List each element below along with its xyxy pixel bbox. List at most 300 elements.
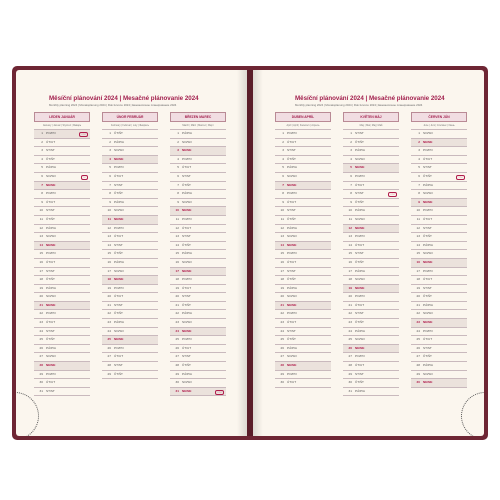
- day-number: 26: [107, 345, 111, 350]
- day-row[interactable]: [170, 164, 226, 173]
- day-row[interactable]: [170, 379, 226, 388]
- day-row[interactable]: [170, 207, 226, 216]
- day-row[interactable]: [275, 250, 331, 259]
- day-row[interactable]: [343, 173, 399, 182]
- day-row[interactable]: [275, 371, 331, 380]
- day-row[interactable]: [102, 233, 158, 242]
- weekday-label: PO/PO: [423, 268, 433, 273]
- day-row[interactable]: [102, 225, 158, 234]
- day-row[interactable]: [102, 310, 158, 319]
- day-row[interactable]: [343, 388, 399, 397]
- day-row[interactable]: [275, 173, 331, 182]
- day-row[interactable]: [170, 233, 226, 242]
- day-row[interactable]: [34, 362, 90, 371]
- weekday-label: PO/PO: [46, 131, 56, 135]
- day-row[interactable]: [275, 259, 331, 268]
- weekday-label: ČT/ŠT: [355, 380, 364, 385]
- day-number: 18: [107, 277, 111, 282]
- day-row[interactable]: [170, 276, 226, 285]
- day-row[interactable]: [102, 371, 158, 380]
- day-row[interactable]: [343, 362, 399, 371]
- day-row[interactable]: [411, 250, 467, 259]
- day-row[interactable]: [34, 139, 90, 148]
- day-row[interactable]: [102, 259, 158, 268]
- day-row[interactable]: [34, 310, 90, 319]
- day-row[interactable]: [170, 268, 226, 277]
- day-row[interactable]: [275, 190, 331, 199]
- day-row[interactable]: [34, 147, 90, 156]
- day-row[interactable]: [102, 336, 158, 345]
- day-row[interactable]: [170, 199, 226, 208]
- day-number: 11: [39, 216, 43, 221]
- day-row[interactable]: [343, 139, 399, 148]
- month-names-translations: February | Februar | Luty | Февраль: [110, 124, 150, 127]
- day-row[interactable]: [275, 147, 331, 156]
- day-row[interactable]: [343, 250, 399, 259]
- day-row[interactable]: [343, 216, 399, 225]
- weekday-label: PÁ/PIA: [355, 208, 365, 213]
- day-row[interactable]: [411, 319, 467, 328]
- day-row[interactable]: [411, 345, 467, 354]
- day-row[interactable]: [34, 371, 90, 380]
- day-row[interactable]: [170, 130, 226, 139]
- day-row[interactable]: [343, 345, 399, 354]
- weekday-label: PO/PO: [355, 294, 365, 299]
- day-row[interactable]: [411, 293, 467, 302]
- day-number: 3: [350, 148, 352, 153]
- day-row[interactable]: [170, 353, 226, 362]
- weekday-label: PÁ/PIA: [355, 328, 365, 333]
- day-row[interactable]: [102, 173, 158, 182]
- day-row[interactable]: [170, 293, 226, 302]
- day-number: 26: [175, 345, 179, 350]
- day-row[interactable]: [411, 139, 467, 148]
- day-number: 11: [280, 216, 284, 221]
- day-row[interactable]: [34, 319, 90, 328]
- day-number: 24: [348, 328, 352, 333]
- right-page: [253, 70, 484, 436]
- weekday-label: ST/ST: [46, 328, 55, 333]
- day-row[interactable]: [275, 319, 331, 328]
- day-number: 24: [107, 328, 111, 333]
- weekday-label: ST/ST: [46, 388, 55, 393]
- day-row[interactable]: [170, 139, 226, 148]
- weekday-label: SO/SO: [355, 277, 365, 282]
- day-row[interactable]: [170, 345, 226, 354]
- weekday-label: ÚT/UT: [114, 294, 124, 299]
- day-row[interactable]: [34, 156, 90, 165]
- month-column-may: [343, 112, 399, 396]
- day-row[interactable]: [34, 302, 90, 311]
- day-number: 12: [107, 225, 111, 230]
- day-row[interactable]: [170, 362, 226, 371]
- day-row[interactable]: [34, 336, 90, 345]
- weekday-label: ST/ST: [182, 294, 191, 299]
- day-row[interactable]: [102, 199, 158, 208]
- day-row[interactable]: [411, 173, 467, 182]
- day-row[interactable]: [275, 379, 331, 388]
- day-row[interactable]: [411, 164, 467, 173]
- day-row[interactable]: [170, 182, 226, 191]
- day-row[interactable]: [34, 388, 90, 397]
- day-row[interactable]: [102, 250, 158, 259]
- day-row[interactable]: [170, 302, 226, 311]
- day-row[interactable]: [102, 353, 158, 362]
- day-row[interactable]: [170, 250, 226, 259]
- day-row[interactable]: [275, 139, 331, 148]
- weekday-label: ST/ST: [287, 268, 296, 273]
- day-row[interactable]: [411, 182, 467, 191]
- weekday-label: ČT/ŠT: [355, 139, 364, 144]
- day-row[interactable]: [170, 216, 226, 225]
- weekday-label: PÁ/PIA: [114, 199, 124, 204]
- weekday-label: ČT/ŠT: [182, 363, 191, 368]
- day-row[interactable]: [102, 207, 158, 216]
- day-row[interactable]: [275, 328, 331, 337]
- day-row[interactable]: [275, 302, 331, 311]
- day-row[interactable]: [343, 207, 399, 216]
- day-row[interactable]: [343, 379, 399, 388]
- day-number: 16: [175, 259, 179, 264]
- day-row[interactable]: [275, 199, 331, 208]
- day-row[interactable]: [343, 225, 399, 234]
- day-row[interactable]: [102, 130, 158, 139]
- day-row[interactable]: [34, 293, 90, 302]
- day-number: 7: [350, 182, 352, 187]
- day-row[interactable]: [34, 216, 90, 225]
- day-row[interactable]: [170, 147, 226, 156]
- weekday-label: ÚT/UT: [423, 216, 433, 221]
- day-row[interactable]: [343, 182, 399, 191]
- day-row[interactable]: [411, 156, 467, 165]
- day-number: 8: [350, 191, 352, 196]
- day-row[interactable]: [275, 182, 331, 191]
- day-row[interactable]: [343, 319, 399, 328]
- day-row[interactable]: [102, 362, 158, 371]
- day-row[interactable]: [411, 371, 467, 380]
- day-row[interactable]: [411, 242, 467, 251]
- day-row[interactable]: [343, 285, 399, 294]
- weekday-label: ÚT/UT: [114, 234, 124, 239]
- day-row[interactable]: [34, 242, 90, 251]
- day-row[interactable]: [411, 199, 467, 208]
- day-row[interactable]: [411, 336, 467, 345]
- day-row[interactable]: [343, 259, 399, 268]
- weekday-label: PO/PO: [114, 225, 124, 230]
- day-row[interactable]: [343, 233, 399, 242]
- left-page: [16, 70, 247, 436]
- day-row[interactable]: [102, 139, 158, 148]
- weekday-label: ČT/ŠT: [355, 259, 364, 264]
- weekday-label: ST/ST: [182, 173, 191, 178]
- day-number: 10: [39, 208, 43, 213]
- day-row[interactable]: [411, 130, 467, 139]
- day-number: 2: [109, 139, 111, 144]
- weekday-label: ÚT/UT: [46, 380, 56, 385]
- day-row[interactable]: [411, 302, 467, 311]
- day-row[interactable]: [343, 353, 399, 362]
- day-row[interactable]: [170, 336, 226, 345]
- weekday-label: ST/ST: [355, 371, 364, 376]
- day-row[interactable]: [411, 353, 467, 362]
- day-row[interactable]: [170, 319, 226, 328]
- day-number: 28: [175, 363, 179, 368]
- day-row[interactable]: [343, 190, 399, 199]
- day-row[interactable]: [34, 285, 90, 294]
- day-row[interactable]: [275, 276, 331, 285]
- day-row[interactable]: [34, 276, 90, 285]
- weekday-label: PO/PO: [46, 251, 56, 256]
- day-row[interactable]: [170, 371, 226, 380]
- day-number: 31: [175, 388, 179, 393]
- weekday-label: PÁ/PIA: [114, 259, 124, 264]
- day-row[interactable]: [102, 293, 158, 302]
- day-number: 27: [280, 354, 284, 359]
- day-row[interactable]: [170, 388, 226, 397]
- day-row[interactable]: [34, 250, 90, 259]
- day-row[interactable]: [275, 268, 331, 277]
- weekday-label: PÁ/PIA: [182, 191, 192, 196]
- day-number: 19: [175, 285, 179, 290]
- day-row[interactable]: [170, 259, 226, 268]
- day-row[interactable]: [411, 259, 467, 268]
- weekday-label: PO/PO: [114, 345, 124, 350]
- weekday-label: PÁ/PIA: [182, 311, 192, 316]
- day-row[interactable]: [275, 285, 331, 294]
- day-number: 5: [109, 165, 111, 170]
- day-row[interactable]: [343, 268, 399, 277]
- day-row[interactable]: [275, 310, 331, 319]
- day-row[interactable]: [102, 216, 158, 225]
- day-row[interactable]: [275, 216, 331, 225]
- month-header: BŘEZEN MAREC: [170, 112, 226, 122]
- day-row[interactable]: [343, 242, 399, 251]
- day-row[interactable]: [34, 173, 90, 182]
- month-header: KVĚTEN MÁJ: [343, 112, 399, 122]
- weekday-label: NE/NE: [46, 182, 56, 187]
- day-row[interactable]: [102, 190, 158, 199]
- day-row[interactable]: [275, 345, 331, 354]
- day-row[interactable]: [170, 328, 226, 337]
- weekday-label: NE/NE: [423, 320, 433, 325]
- day-number: 4: [350, 156, 352, 161]
- day-row[interactable]: [34, 130, 90, 139]
- day-number: 8: [177, 191, 179, 196]
- weekday-label: SO/SO: [355, 337, 365, 342]
- day-row[interactable]: [34, 233, 90, 242]
- weekday-label: ČT/ŠT: [287, 216, 296, 221]
- day-number: 9: [282, 199, 284, 204]
- weekday-label: ČT/ŠT: [114, 191, 123, 196]
- weekday-label: SO/SO: [423, 191, 433, 196]
- day-number: 22: [175, 311, 179, 316]
- weekday-label: NE/NE: [355, 165, 365, 170]
- day-number: 23: [280, 320, 284, 325]
- day-row[interactable]: [343, 328, 399, 337]
- day-row[interactable]: [34, 259, 90, 268]
- day-row[interactable]: [102, 242, 158, 251]
- day-number: 3: [418, 148, 420, 153]
- day-number: 17: [39, 268, 43, 273]
- day-number: 13: [348, 234, 352, 239]
- month-column-february: [102, 112, 158, 379]
- weekday-label: PÁ/PIA: [287, 285, 297, 290]
- day-row[interactable]: [34, 379, 90, 388]
- day-row[interactable]: [170, 190, 226, 199]
- day-row[interactable]: [34, 328, 90, 337]
- day-number: 8: [41, 191, 43, 196]
- weekday-label: ÚT/UT: [287, 199, 297, 204]
- day-row[interactable]: [343, 199, 399, 208]
- weekday-label: ÚT/UT: [182, 345, 192, 350]
- weekday-label: NE/NE: [287, 242, 297, 247]
- weekday-label: PÁ/PIA: [114, 320, 124, 325]
- day-row[interactable]: [275, 362, 331, 371]
- weekday-label: SO/SO: [182, 380, 192, 385]
- day-row[interactable]: [343, 293, 399, 302]
- moon-phase-icon: ○○○: [217, 390, 222, 394]
- day-row[interactable]: [411, 147, 467, 156]
- day-row[interactable]: [34, 199, 90, 208]
- day-number: 27: [107, 354, 111, 359]
- day-row[interactable]: [102, 285, 158, 294]
- day-number: 30: [348, 380, 352, 385]
- weekday-label: ST/ST: [355, 251, 364, 256]
- day-row[interactable]: [411, 285, 467, 294]
- day-row[interactable]: [275, 130, 331, 139]
- day-row[interactable]: [102, 164, 158, 173]
- day-row[interactable]: [411, 379, 467, 388]
- day-row[interactable]: [170, 310, 226, 319]
- day-number: 22: [39, 311, 43, 316]
- weekday-label: ST/ST: [423, 345, 432, 350]
- day-number: 6: [41, 173, 43, 178]
- page-subtitle: Monthly planning 2024 | Monatsplanung 2024 | Rok fervonu 2024 | Ежемесячное планирование 2024: [49, 103, 177, 107]
- day-row[interactable]: [275, 207, 331, 216]
- day-row[interactable]: [102, 328, 158, 337]
- day-row[interactable]: [411, 207, 467, 216]
- month-header: ÚNOR FEBRUÁR: [102, 112, 158, 122]
- day-number: 9: [177, 199, 179, 204]
- day-row[interactable]: [102, 276, 158, 285]
- day-row[interactable]: [275, 225, 331, 234]
- weekday-label: ST/ST: [423, 165, 432, 170]
- weekday-label: SO/SO: [355, 216, 365, 221]
- day-row[interactable]: [102, 345, 158, 354]
- day-number: 20: [39, 294, 43, 299]
- day-row[interactable]: [102, 182, 158, 191]
- day-row[interactable]: [411, 216, 467, 225]
- day-number: 2: [282, 139, 284, 144]
- day-row[interactable]: [411, 233, 467, 242]
- day-row[interactable]: [411, 310, 467, 319]
- month-names-translations: January | Januar | Styczeń | Январь: [42, 124, 82, 127]
- weekday-label: PÁ/PIA: [355, 268, 365, 273]
- day-number: 14: [39, 242, 43, 247]
- day-row[interactable]: [343, 156, 399, 165]
- weekday-label: PO/PO: [423, 148, 433, 153]
- day-row[interactable]: [170, 173, 226, 182]
- weekday-label: SO/SO: [423, 371, 433, 376]
- day-row[interactable]: [170, 242, 226, 251]
- day-row[interactable]: [411, 328, 467, 337]
- day-row[interactable]: [102, 302, 158, 311]
- day-row[interactable]: [34, 190, 90, 199]
- day-number: 29: [348, 371, 352, 376]
- weekday-label: ČT/ŠT: [423, 173, 432, 178]
- day-row[interactable]: [275, 233, 331, 242]
- day-row[interactable]: [34, 164, 90, 173]
- day-row[interactable]: [411, 268, 467, 277]
- day-row[interactable]: [34, 268, 90, 277]
- weekday-label: ST/ST: [114, 363, 123, 368]
- weekday-label: ČT/ŠT: [114, 251, 123, 256]
- day-row[interactable]: [102, 268, 158, 277]
- weekday-label: ST/ST: [114, 182, 123, 187]
- day-row[interactable]: [275, 164, 331, 173]
- weekday-label: PÁ/PIA: [46, 285, 56, 290]
- day-number: 7: [109, 182, 111, 187]
- day-row[interactable]: [343, 336, 399, 345]
- day-row[interactable]: [343, 130, 399, 139]
- day-row[interactable]: [343, 371, 399, 380]
- day-number: 4: [177, 156, 179, 161]
- day-row[interactable]: [102, 319, 158, 328]
- day-row[interactable]: [34, 182, 90, 191]
- day-row[interactable]: [343, 310, 399, 319]
- day-row[interactable]: [275, 336, 331, 345]
- weekday-label: NE/NE: [182, 148, 192, 153]
- month-header: LEDEN JANUÁR: [34, 112, 90, 122]
- day-row[interactable]: [34, 225, 90, 234]
- day-row[interactable]: [411, 190, 467, 199]
- day-number: 19: [39, 285, 43, 290]
- day-number: 16: [348, 259, 352, 264]
- day-row[interactable]: [411, 276, 467, 285]
- month-names-translations: April | April | Kwiecień | Апрель: [286, 124, 320, 127]
- day-row[interactable]: [170, 225, 226, 234]
- weekday-label: PÁ/PIA: [423, 302, 433, 307]
- day-row[interactable]: [275, 293, 331, 302]
- day-row[interactable]: [34, 353, 90, 362]
- day-row[interactable]: [34, 207, 90, 216]
- weekday-label: ČT/ŠT: [355, 320, 364, 325]
- day-row[interactable]: [170, 156, 226, 165]
- day-row[interactable]: [343, 302, 399, 311]
- day-row[interactable]: [34, 345, 90, 354]
- day-row[interactable]: [275, 353, 331, 362]
- day-row[interactable]: [411, 225, 467, 234]
- day-row[interactable]: [343, 164, 399, 173]
- day-row[interactable]: [102, 147, 158, 156]
- day-row[interactable]: [411, 362, 467, 371]
- weekday-label: ČT/ŠT: [46, 277, 55, 282]
- weekday-label: NE/NE: [355, 225, 365, 230]
- day-number: 10: [107, 208, 111, 213]
- day-row[interactable]: [170, 285, 226, 294]
- day-row[interactable]: [102, 156, 158, 165]
- weekday-label: ČT/ŠT: [423, 294, 432, 299]
- weekday-label: ČT/ŠT: [287, 156, 296, 161]
- weekday-label: ÚT/UT: [182, 225, 192, 230]
- day-row[interactable]: [275, 156, 331, 165]
- day-row[interactable]: [343, 147, 399, 156]
- day-list: [275, 129, 331, 388]
- day-number: 25: [348, 337, 352, 342]
- day-row[interactable]: [343, 276, 399, 285]
- day-row[interactable]: [275, 242, 331, 251]
- day-number: 31: [348, 388, 352, 393]
